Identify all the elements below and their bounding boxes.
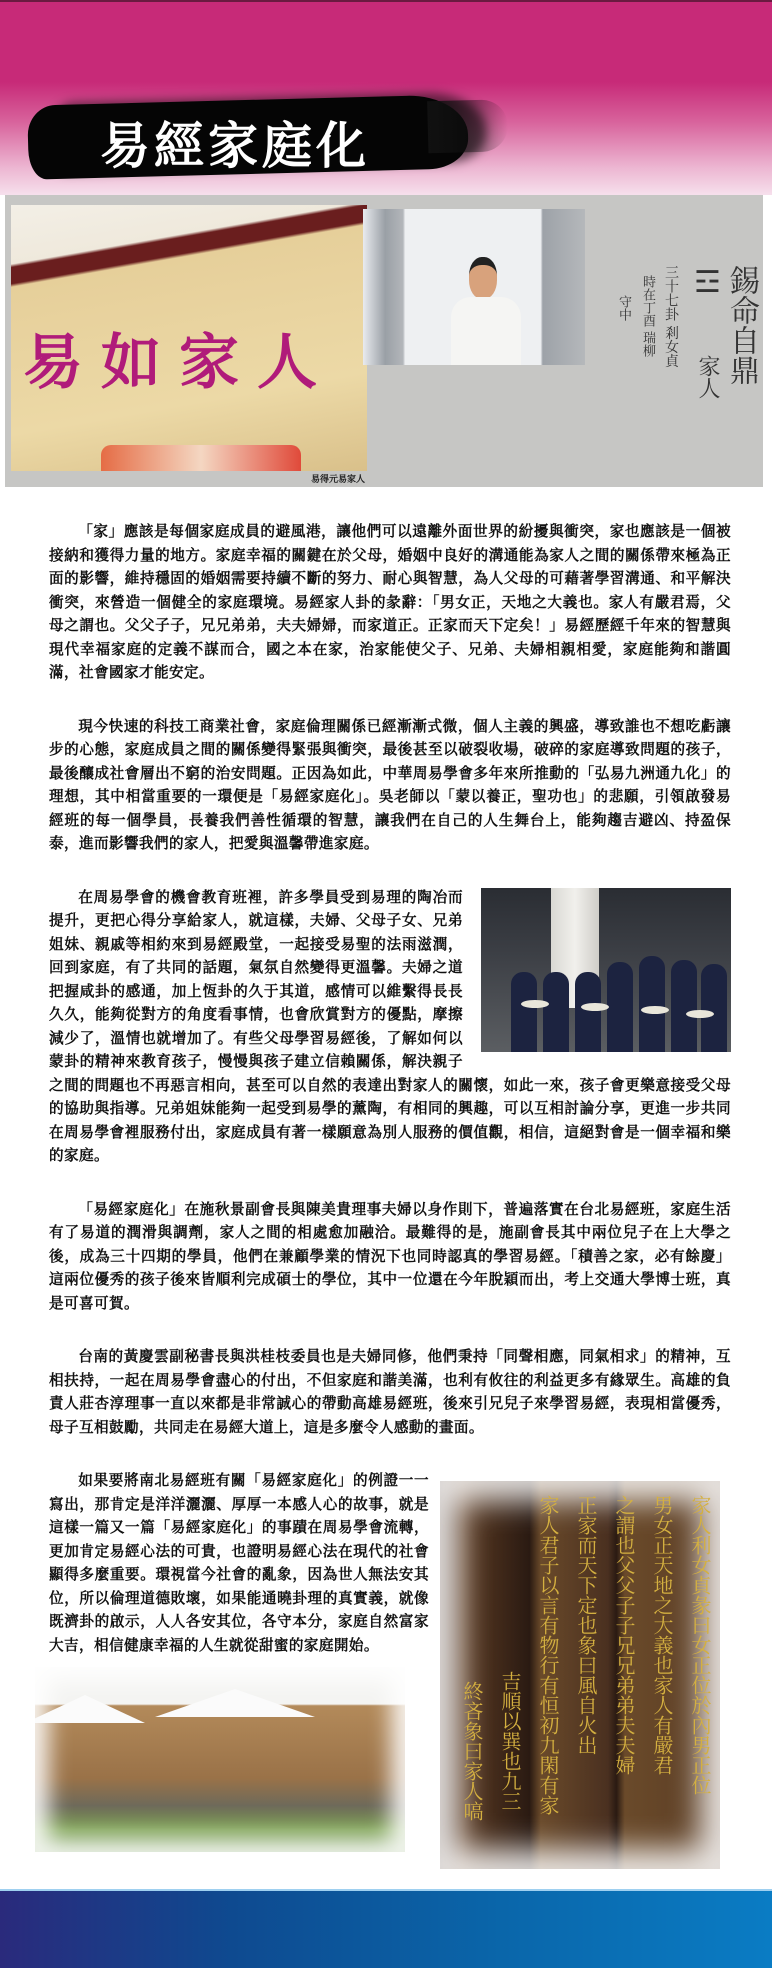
wall-decoration-text: 易如家人	[23, 328, 335, 398]
photo-caption: 易得元易家人	[310, 475, 365, 485]
inscription-column: 終吝象曰家人嗃	[460, 1681, 484, 1821]
paragraph-6: 如果要將南北易經班有關「易經家庭化」的例證一一寫出，那肯定是洋洋灑灑、厚厚一本感人心的故事，就是這樣一篇又一篇「易經家庭化」的事蹟在周易學會流轉，更加肯定易經心法的可貴，也證明易經心法在現代的社會顯得多麼重要。環視當今社會的亂象，因為世人無法安其位，所以倫理道德敗壞，如果能通曉卦理的真實義，就像既濟卦的啟示，人人各安其位，各守本分，家庭自然富家大吉，相信健康幸福的人生就從甜蜜的家庭開始。	[49, 1472, 429, 1654]
article	[49, 520, 731, 1869]
inscription-column: 吉順以巽也九三	[498, 1671, 522, 1811]
inscription-column: 男女正天地之大義也家人有嚴君	[650, 1495, 674, 1775]
inscription-column: 家人利女貞彖曰女正位於內男正位	[688, 1495, 712, 1795]
page-title: 易經家庭化	[100, 117, 370, 175]
patio-photo	[35, 1667, 405, 1852]
inscription-column: 家人君子以言有物行有恒初九閑有家	[536, 1495, 560, 1815]
members-group-photo	[481, 888, 731, 1052]
calligraphy-line: 錫命自鼎	[724, 265, 759, 385]
paragraph-3-wrapper	[49, 886, 731, 1198]
inscription-column: 之謂也父父子子兄兄弟弟夫夫婦	[612, 1495, 636, 1775]
footer-bar	[0, 1889, 772, 1968]
calligraphy-line: 時在丁酉 瑞柳	[640, 275, 655, 358]
calligraphy-line: 三十七卦 剎女貞	[663, 265, 679, 368]
closing-section	[49, 1469, 731, 1869]
golden-inscription-photo	[440, 1481, 720, 1869]
paragraph-1: 「家」應該是每個家庭成員的避風港，讓他們可以遠離外面世界的紛擾與衝突，家也應該是一個被接納和獲得力量的地方。家庭幸福的關鍵在於父母，婚姻中良好的溝通能為家人之間的關係帶來極為正面的影響，維持穩固的婚姻需要持續不斷的努力、耐心與智慧，為人父母的可藉著學習溝通、和平解決衝突，來營造一個健全的家庭環境。易經家人卦的彖辭：「男女正，天地之大義也。家人有嚴君焉，父母之謂也。父父子子，兄兄弟弟，夫夫婦婦，而家道正。正家而天下定矣！」易經歷經千年來的智慧與現代幸福家庭的定義不謀而合，國之本在家，治家能使父子、兄弟、夫婦相親相愛，家庭能夠和諧圓滿，社會國家才能安定。	[49, 523, 731, 681]
header-banner	[0, 0, 772, 195]
calligraphy-line: 守中	[616, 295, 631, 321]
photo-band	[5, 195, 763, 487]
trigram-icon: ☲	[690, 265, 725, 300]
paragraph-2: 現今快速的科技工商業社會，家庭倫理關係已經漸漸式微，個人主義的興盛，導致誰也不想吃虧讓步的心態，家庭成員之間的關係變得緊張與衝突，最後甚至以破裂收場，破碎的家庭導致問題的孩子，最後釀成社會層出不窮的治安問題。正因為如此，中華周易學會多年來所推動的「弘易九洲通九化」的理想，其中相當重要的一環便是「易經家庭化」。吳老師以「蒙以養正，聖功也」的悲願，引領啟發易經班的每一個學員，長養我們善性循環的智慧，讓我們在自己的人生舞台上，能夠趨吉避凶、持盈保泰，進而影響我們的家人，把愛與溫馨帶進家庭。	[49, 717, 731, 852]
calligraphy-line: 家人	[695, 355, 720, 399]
sofa	[101, 445, 301, 471]
calligraphy-artwork	[590, 245, 760, 485]
umbrella	[155, 1689, 315, 1717]
paragraph-3: 在周易學會的機會教育班裡，許多學員受到易理的陶冶而提升，更把心得分享給家人，就這樣，夫婦、父母子女、兄弟姐妹、親戚等相約來到易經殿堂，一起接受易聖的法雨滋潤，回到家庭，有了共同的話題，氣氛自然變得更溫馨。夫婦之道把握咸卦的感通，加上恆卦的久于其道，感情可以維繫得長長久久，能夠從對方的角度看事情，也會欣賞對方的優點，摩擦減少了，溫情也就增加了。有些父母學習易經後，了解如何以蒙卦的精神來教育孩子，慢慢與孩子建立信賴關係，解決親子之間的問題也不再惡言相向，甚至可以自然的表達出對家人的關懷，如此一來，孩子會更樂意接受父母的協助與指導。兄弟姐妹能夠一起受到易學的薰陶，有相同的興趣，可以互相討論分享，更進一步共同在周易學會裡服務付出，家庭成員有著一樣願意為別人服務的價值觀，相信，這絕對會是一個幸福和樂的家庭。	[49, 888, 731, 1164]
person	[451, 257, 521, 365]
inscription-column: 正家而天下定也象曰風自火出	[574, 1495, 598, 1755]
umbrella	[35, 1695, 145, 1723]
paragraph-4: 「易經家庭化」在施秋景副會長與陳美貴理事夫婦以身作則下，普遍落實在台北易經班，家庭生活有了易道的潤滑與調劑，家人之間的相處愈加融洽。最難得的是，施副會長其中兩位兒子在上大學之後，成為三十四期的學員，他們在兼顧學業的情況下也同時認真的學習易經。「積善之家，必有餘慶」這兩位優秀的孩子後來皆順利完成碩士的學位，其中一位還在今年脫穎而出，考上交通大學博士班，真是可喜可賀。	[49, 1200, 731, 1312]
paragraph-5: 台南的黃慶雲副秘書長與洪桂枝委員也是夫婦同修，他們秉持「同聲相應，同氣相求」的精神，互相扶持，一起在周易學會盡心的付出，不但家庭和諧美滿，也利有攸往的利益更多有緣眾生。高雄的負責人莊杏淳理事一直以來都是非常誠心的帶動高雄易經班，後來引兄兒子來學習易經，表現相當優秀，母子互相鼓勵，共同走在易經大道上，這是多麼令人感動的畫面。	[49, 1348, 731, 1436]
portrait-photo	[363, 209, 585, 365]
interior-photo	[11, 205, 367, 471]
